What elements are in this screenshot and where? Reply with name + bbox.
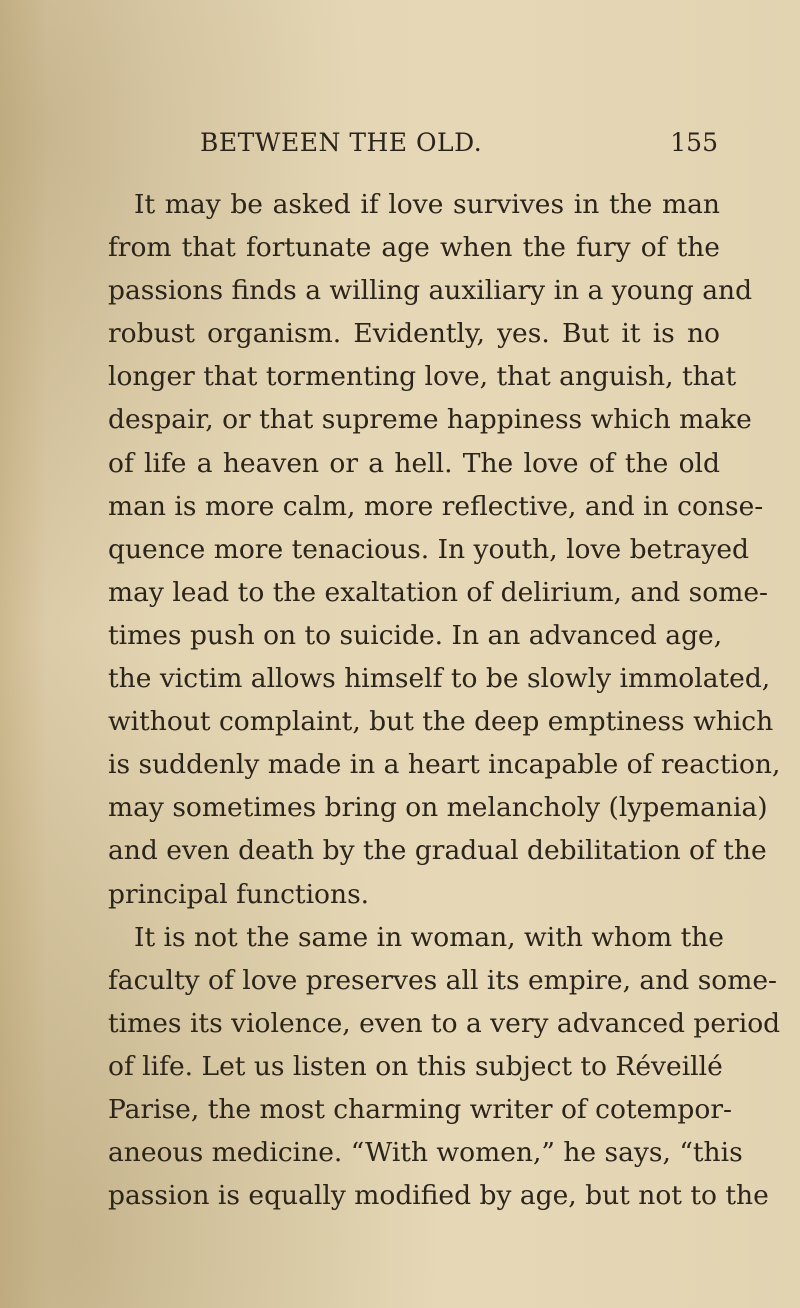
paragraph-1 [108, 183, 781, 916]
text-line: and even death by the gradual debilitation of the [108, 835, 767, 867]
text-line: times push on to suicide. In an advanced age, [108, 619, 723, 651]
text-line: faculty of love preserves all its empire, and some- [108, 964, 778, 996]
running-title: BETWEEN THE OLD. [200, 128, 483, 157]
paragraph-2 [108, 916, 781, 1218]
text-line: quence more tenacious. In youth, love betrayed [108, 533, 749, 565]
text-line: longer that tormenting love, that anguish, that [108, 361, 737, 393]
text-line: times its violence, even to a very advanced period [108, 1007, 781, 1039]
text-line: It may be asked if love survives in the man [134, 189, 720, 220]
text-line: may sometimes bring on melancholy (lypemania) [108, 792, 768, 824]
body-text [108, 183, 781, 1217]
text-line: Parise, the most charming writer of cotempor- [108, 1093, 732, 1125]
text-line: of life a heaven or a hell. The love of the old [108, 447, 720, 479]
text-line: man is more calm, more reflective, and in conse- [108, 490, 764, 522]
page-number: 155 [670, 128, 718, 157]
text-line: It is not the same in woman, with whom the [134, 921, 724, 953]
text-line: without complaint, but the deep emptiness which [108, 706, 774, 738]
text-line: despair, or that supreme happiness which make [108, 404, 752, 436]
text-line: principal functions. [108, 878, 370, 910]
text-line: of life. Let us listen on this subject to Réveillé [108, 1050, 723, 1082]
text-line: aneous medicine. “With women,” he says, “this [108, 1137, 743, 1169]
text-line: robust organism. Evidently, yes. But it is no [108, 318, 720, 350]
text-line: passion is equally modified by age, but not to the [108, 1180, 769, 1212]
text-line: passions finds a willing auxiliary in a young and [108, 275, 753, 307]
text-line: is suddenly made in a heart incapable of reaction, [108, 749, 781, 781]
text-line: from that fortunate age when the fury of the [108, 232, 720, 264]
page-header [0, 128, 800, 164]
text-line: may lead to the exaltation of delirium, and some- [108, 576, 768, 608]
text-line: the victim allows himself to be slowly immolated, [108, 663, 771, 695]
